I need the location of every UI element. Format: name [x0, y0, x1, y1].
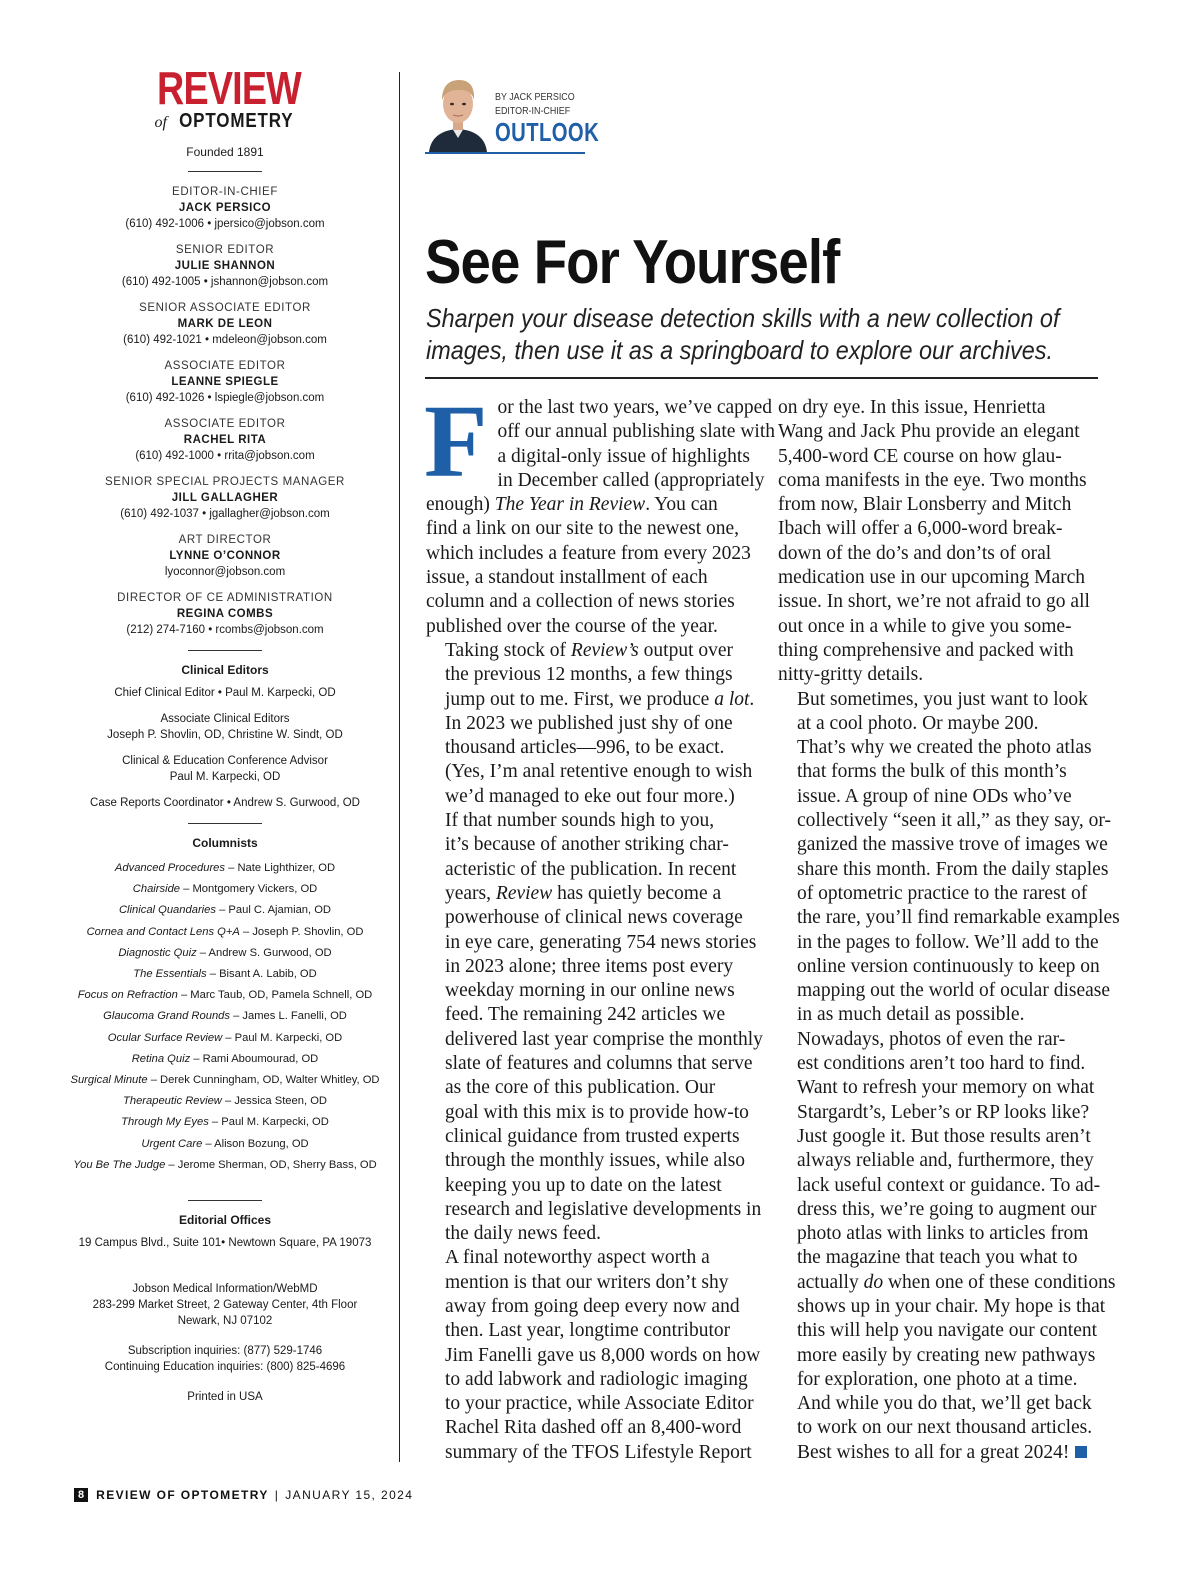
staff-name: LEANNE SPIEGLE [171, 376, 279, 388]
text-line: off our annual publishing slate with [497, 421, 776, 443]
clinical-editor-entry: Associate Clinical Editors Joseph P. Shovlin, OD, Christine W. Sindt, OD [107, 713, 343, 741]
text-line: dress this, we’re going to augment our [797, 1198, 1097, 1220]
column-name: Ocular Surface Review [107, 1031, 223, 1044]
column-divider [399, 72, 400, 1462]
clinical-editor-entry: Clinical & Education Conference Advisor Paul M. Karpecki, OD [122, 755, 328, 783]
text-line: Best wishes to all for a great 2024! [778, 1441, 1108, 1465]
columnist-entry [60, 900, 390, 921]
text-line: clinical guidance from trusted experts [445, 1125, 740, 1147]
text-line: published over the course of the year. [426, 615, 718, 637]
text-line: or the last two years, we’ve capped [497, 397, 773, 418]
text-line: And while you do that, we’ll get back [797, 1393, 1092, 1415]
article-paragraph [778, 396, 1108, 688]
column-name: Cornea and Contact Lens Q+A [86, 925, 240, 938]
staff-entry [60, 242, 390, 290]
text-line: in 2023 alone; three items post every [445, 955, 734, 977]
columnist-author: – Jessica Steen, OD [221, 1095, 327, 1108]
byline-title: EDITOR-IN-CHIEF [495, 105, 571, 117]
text-line: Nowadays, photos of even the rar- [797, 1028, 1066, 1050]
article-paragraph [778, 1028, 1116, 1392]
columnist-author: – Paul M. Karpecki, OD [208, 1116, 329, 1129]
staff-contact: (610) 492-1000 • rrita@jobson.com [135, 450, 315, 462]
text-line: powerhouse of clinical news coverage [445, 907, 743, 929]
text-line: delivered last year comprise the monthly [445, 1028, 763, 1050]
text-line: est conditions aren’t too hard to find. [797, 1053, 1086, 1075]
text-line: coma manifests in the eye. Two months [778, 469, 1087, 491]
text-line: summary of the TFOS Lifestyle Report [445, 1441, 752, 1463]
column-name: Chairside [132, 883, 181, 896]
text-line: ganized the massive trove of images we [797, 834, 1108, 856]
address-line: 283-299 Market Street, 2 Gateway Center, 4th Floor [92, 1299, 358, 1312]
column-name: Focus on Refraction [77, 989, 178, 1002]
text-line: to work on our next thousand articles. [797, 1417, 1093, 1439]
text-line: column and a collection of news stories [426, 591, 735, 613]
text-line: lack useful context or guidance. To ad- [797, 1174, 1101, 1196]
columnist-author: – Jerome Sherman, OD, Sherry Bass, OD [165, 1158, 377, 1171]
text-line: on dry eye. In this issue, Henrietta [778, 397, 1046, 418]
text-line: always reliable and, furthermore, they [797, 1150, 1094, 1172]
byline-author: BY JACK PERSICO [495, 91, 575, 103]
article-paragraph [426, 639, 756, 809]
text-line: feed. The remaining 242 articles we [445, 1004, 726, 1026]
editorial-offices-address: 19 Campus Blvd., Suite 101• Newtown Square, PA 19073 [78, 1237, 372, 1250]
text-line: medication use in our upcoming March [778, 567, 1086, 589]
logo [60, 62, 390, 133]
address-line: Jobson Medical Information/WebMD [132, 1283, 318, 1296]
inquiries [60, 1343, 390, 1375]
column-name: Retina Quiz [131, 1052, 191, 1065]
divider-rule [188, 650, 262, 651]
text-line: online version continuously to keep on [797, 955, 1100, 977]
clinical-editor-entry: Case Reports Coordinator • Andrew S. Gurwood, OD [90, 797, 360, 809]
text-line: If that number sounds high to you, [445, 810, 715, 832]
address-line: Newark, NJ 07102 [177, 1315, 273, 1328]
text-line: thousand articles—996, to be exact. [445, 737, 725, 759]
text-line: weekday morning in our online news [445, 980, 735, 1002]
masthead [60, 62, 390, 1419]
staff-entry [60, 184, 390, 232]
columnists-list [60, 858, 390, 1176]
text-line: thing comprehensive and packed with [778, 639, 1074, 661]
columnist-author: – Alison Bozung, OD [202, 1137, 309, 1150]
columnist-author: – Derek Cunningham, OD, Walter Whitley, OD [147, 1074, 380, 1087]
columnist-entry [60, 1091, 390, 1112]
author-photo [425, 72, 491, 152]
staff-role: SENIOR SPECIAL PROJECTS MANAGER [105, 476, 345, 488]
article-paragraph [426, 1246, 761, 1465]
ce-inquiries: Continuing Education inquiries: (800) 825-4696 [104, 1361, 346, 1374]
columnist-author: – Montgomery Vickers, OD [180, 883, 318, 896]
columnist-entry [60, 879, 390, 900]
founded-line: Founded 1891 [186, 145, 264, 159]
text-line: from now, Blair Lonsberry and Mitch [778, 494, 1072, 516]
text-line: of optometric practice to the rarest of [797, 882, 1088, 904]
staff-name: JILL GALLAGHER [171, 492, 279, 504]
staff-role: SENIOR EDITOR [175, 244, 275, 256]
text-line: But sometimes, you just want to look [797, 688, 1088, 710]
columnist-author: – James L. Fanelli, OD [229, 1010, 347, 1023]
article-paragraph [426, 809, 763, 1246]
text-line: nitty-gritty details. [778, 664, 924, 686]
text-line: A final noteworthy aspect worth a [445, 1247, 710, 1269]
end-mark-icon [1075, 1446, 1087, 1458]
text-line: shows up in your chair. My hope is that [797, 1295, 1106, 1317]
column-name: Glaucoma Grand Rounds [103, 1010, 230, 1023]
staff-role: SENIOR ASSOCIATE EDITOR [139, 302, 311, 314]
staff-name: RACHEL RITA [183, 434, 267, 446]
text-line: the daily news feed. [445, 1223, 601, 1245]
text-line: Ibach will offer a 6,000-word break- [778, 518, 1063, 540]
text-line: share this month. From the daily staples [797, 858, 1109, 880]
text-line: mapping out the world of ocular disease [797, 980, 1110, 1002]
column-name: Through My Eyes [121, 1116, 209, 1129]
text-line: Jim Fanelli gave us 8,000 words on how [445, 1344, 761, 1366]
text-line: issue, a standout installment of each [426, 567, 708, 589]
columnist-entry [60, 1006, 390, 1027]
staff-contact: (610) 492-1037 • jgallagher@jobson.com [120, 508, 330, 520]
text-line: we’d managed to eke out four more.) [445, 785, 735, 807]
staff-name: JACK PERSICO [178, 202, 272, 214]
columnist-author: – Paul M. Karpecki, OD [222, 1031, 343, 1044]
article-paragraph [778, 736, 1120, 1028]
jobson-address [60, 1281, 390, 1329]
text-line: collectively “seen it all,” as they say, or- [797, 810, 1112, 832]
text-line: Rachel Rita dashed off an 8,400-word [445, 1417, 742, 1439]
text-line: (Yes, I’m anal retentive enough to wish [445, 761, 753, 783]
text-line: That’s why we created the photo atlas [797, 737, 1092, 759]
column-name: You Be The Judge [73, 1158, 166, 1171]
page-footer [74, 1488, 413, 1502]
text-line: in eye care, generating 754 news stories [445, 931, 757, 953]
text-line: mention is that our writers don’t shy [445, 1271, 729, 1293]
text-line: In 2023 we published just shy of one [445, 712, 733, 734]
columnist-entry [60, 858, 390, 879]
headline: See For Yourself [425, 228, 840, 297]
columnist-author: – Andrew S. Gurwood, OD [196, 946, 332, 959]
columnist-author: – Paul C. Ajamian, OD [215, 904, 332, 917]
text-line: away from going deep every now and [445, 1295, 740, 1317]
clinical-editors-title: Clinical Editors [181, 663, 269, 677]
columnist-entry [60, 943, 390, 964]
logo-review: REVIEW [157, 62, 301, 114]
staff-role: ART DIRECTOR [178, 534, 272, 546]
column-name: Advanced Procedures [114, 862, 225, 874]
text-line: Just google it. But those results aren’t [797, 1125, 1091, 1147]
column-name: Diagnostic Quiz [118, 946, 197, 959]
subscription-inquiries: Subscription inquiries: (877) 529-1746 [127, 1345, 323, 1358]
section-underline [425, 152, 585, 154]
divider-rule [188, 1200, 262, 1201]
text-line: find a link on our site to the newest one, [426, 518, 740, 540]
article-paragraph [778, 688, 1108, 737]
text-line: this will help you navigate our content [797, 1320, 1098, 1342]
columnist-entry [60, 1028, 390, 1049]
text-line: actually do when one of these conditions [797, 1271, 1116, 1293]
column-name: Surgical Minute [70, 1074, 148, 1087]
section-label: OUTLOOK [495, 117, 600, 147]
text-line: in the pages to follow. We’ll add to the [797, 931, 1099, 953]
text-line: years, Review has quietly become a [445, 882, 722, 904]
byline-text [495, 90, 629, 146]
columnist-entry [60, 985, 390, 1006]
text-line: goal with this mix is to provide how-to [445, 1101, 749, 1123]
staff-role: DIRECTOR OF CE ADMINISTRATION [117, 592, 333, 604]
staff-role: ASSOCIATE EDITOR [164, 360, 286, 372]
columnist-author: – Joseph P. Shovlin, OD [239, 925, 364, 938]
staff-contact: (610) 492-1021 • mdeleon@jobson.com [123, 334, 327, 346]
columnist-author: – Rami Aboumourad, OD [190, 1052, 319, 1065]
text-line: out once in a while to give you some- [778, 615, 1072, 637]
text-line: in as much detail as possible. [797, 1004, 1025, 1026]
deck-rule [425, 377, 1098, 379]
text-line: through the monthly issues, while also [445, 1150, 746, 1172]
columnist-entry [60, 922, 390, 943]
columnist-entry [60, 1134, 390, 1155]
text-line: in December called (appropriately [497, 469, 765, 491]
text-line: Want to refresh your memory on what [797, 1077, 1095, 1099]
columnist-entry [60, 1049, 390, 1070]
deck-line: Sharpen your disease detection skills with a new collection of [426, 303, 1060, 333]
text-line: the previous 12 months, a few things [445, 664, 733, 686]
staff-name: REGINA COMBS [176, 608, 274, 620]
footer-date: JANUARY 15, 2024 [285, 1488, 414, 1502]
staff-list [60, 184, 390, 638]
staff-entry [60, 532, 390, 580]
text-line: more easily by creating new pathways [797, 1344, 1096, 1366]
columnist-entry [60, 1112, 390, 1133]
columnist-author: – Bisant A. Labib, OD [206, 968, 317, 981]
deck-line: images, then use it as a springboard to explore our archives. [426, 335, 1053, 365]
staff-contact: lyoconnor@jobson.com [164, 566, 286, 578]
columnist-author: – Nate Lighthizer, OD [225, 862, 336, 874]
article-column-1 [424, 384, 776, 1465]
deck [426, 302, 1074, 366]
columnists-title: Columnists [192, 836, 258, 850]
footer-separator: | [274, 1488, 280, 1502]
footer-publication: REVIEW OF OPTOMETRY [96, 1488, 269, 1502]
text-line: Taking stock of Review’s output over [445, 639, 734, 661]
page-number: 8 [74, 1488, 88, 1502]
text-line: the rare, you’ll find remarkable examples [797, 907, 1120, 929]
text-line: 5,400-word CE course on how glau- [778, 445, 1062, 467]
text-line: a digital-only issue of highlights [497, 445, 750, 467]
logo-optometry: OPTOMETRY [179, 110, 294, 132]
text-line: Stargardt’s, Leber’s or RP looks like? [797, 1101, 1090, 1123]
text-line: that forms the bulk of this month’s [797, 761, 1067, 783]
text-line: for exploration, one photo at a time. [797, 1368, 1078, 1390]
text-line: jump out to me. First, we produce a lot. [445, 688, 755, 710]
text-line: then. Last year, longtime contributor [445, 1320, 731, 1342]
staff-name: MARK DE LEON [177, 318, 273, 330]
drop-cap: F [424, 384, 488, 499]
column-name: The Essentials [133, 968, 207, 981]
columnist-entry [60, 964, 390, 985]
columnist-author: – Marc Taub, OD, Pamela Schnell, OD [177, 989, 373, 1002]
text-line: the magazine that teach you what to [797, 1247, 1078, 1269]
staff-contact: (212) 274-7160 • rcombs@jobson.com [126, 624, 324, 636]
staff-entry [60, 590, 390, 638]
divider-rule [188, 171, 262, 172]
staff-contact: (610) 492-1026 • lspiegle@jobson.com [125, 392, 325, 404]
text-line: to your practice, while Associate Editor [445, 1393, 754, 1415]
staff-entry [60, 358, 390, 406]
staff-contact: (610) 492-1006 • jpersico@jobson.com [125, 218, 325, 230]
printed-in: Printed in USA [187, 1391, 263, 1404]
text-line: which includes a feature from every 2023 [426, 542, 751, 564]
divider-rule [188, 823, 262, 824]
article-column-2 [778, 396, 1120, 1465]
byline-block [425, 72, 600, 154]
text-line: research and legislative developments in [445, 1198, 762, 1220]
column-name: Therapeutic Review [123, 1095, 222, 1108]
text-line: to add labwork and radiologic imaging [445, 1368, 748, 1390]
text-line: Wang and Jack Phu provide an elegant [778, 421, 1080, 443]
text-line: at a cool photo. Or maybe 200. [797, 712, 1039, 734]
editorial-offices-title: Editorial Offices [178, 1213, 272, 1228]
text-line: as the core of this publication. Our [445, 1077, 716, 1099]
text-line: it’s because of another striking char- [445, 834, 729, 856]
clinical-editor-entry: Chief Clinical Editor • Paul M. Karpecki, OD [114, 687, 336, 699]
staff-role: ASSOCIATE EDITOR [164, 418, 286, 430]
column-name: Urgent Care [141, 1137, 203, 1150]
text-line: down of the do’s and don’ts of oral [778, 542, 1052, 564]
columnist-entry [60, 1070, 390, 1091]
staff-contact: (610) 492-1005 • jshannon@jobson.com [121, 276, 329, 288]
staff-entry [60, 416, 390, 464]
staff-role: EDITOR-IN-CHIEF [172, 186, 278, 198]
text-line: slate of features and columns that serve [445, 1053, 753, 1075]
article-paragraph [778, 1392, 1108, 1465]
staff-entry [60, 300, 390, 348]
text-line: acteristic of the publication. In recent [445, 858, 737, 880]
text-line: issue. In short, we’re not afraid to go all [778, 591, 1090, 613]
text-line: enough) The Year in Review. You can [426, 494, 718, 516]
text-line: photo atlas with links to articles from [797, 1223, 1089, 1245]
columnist-entry [60, 1155, 390, 1176]
text-line: issue. A group of nine ODs who’ve [797, 785, 1072, 807]
text-line: keeping you up to date on the latest [445, 1174, 722, 1196]
staff-name: LYNNE O’CONNOR [169, 550, 281, 562]
staff-name: JULIE SHANNON [174, 260, 276, 272]
column-name: Clinical Quandaries [118, 904, 216, 917]
staff-entry [60, 474, 390, 522]
clinical-editors-list [60, 685, 390, 811]
logo-of: of [154, 114, 167, 131]
